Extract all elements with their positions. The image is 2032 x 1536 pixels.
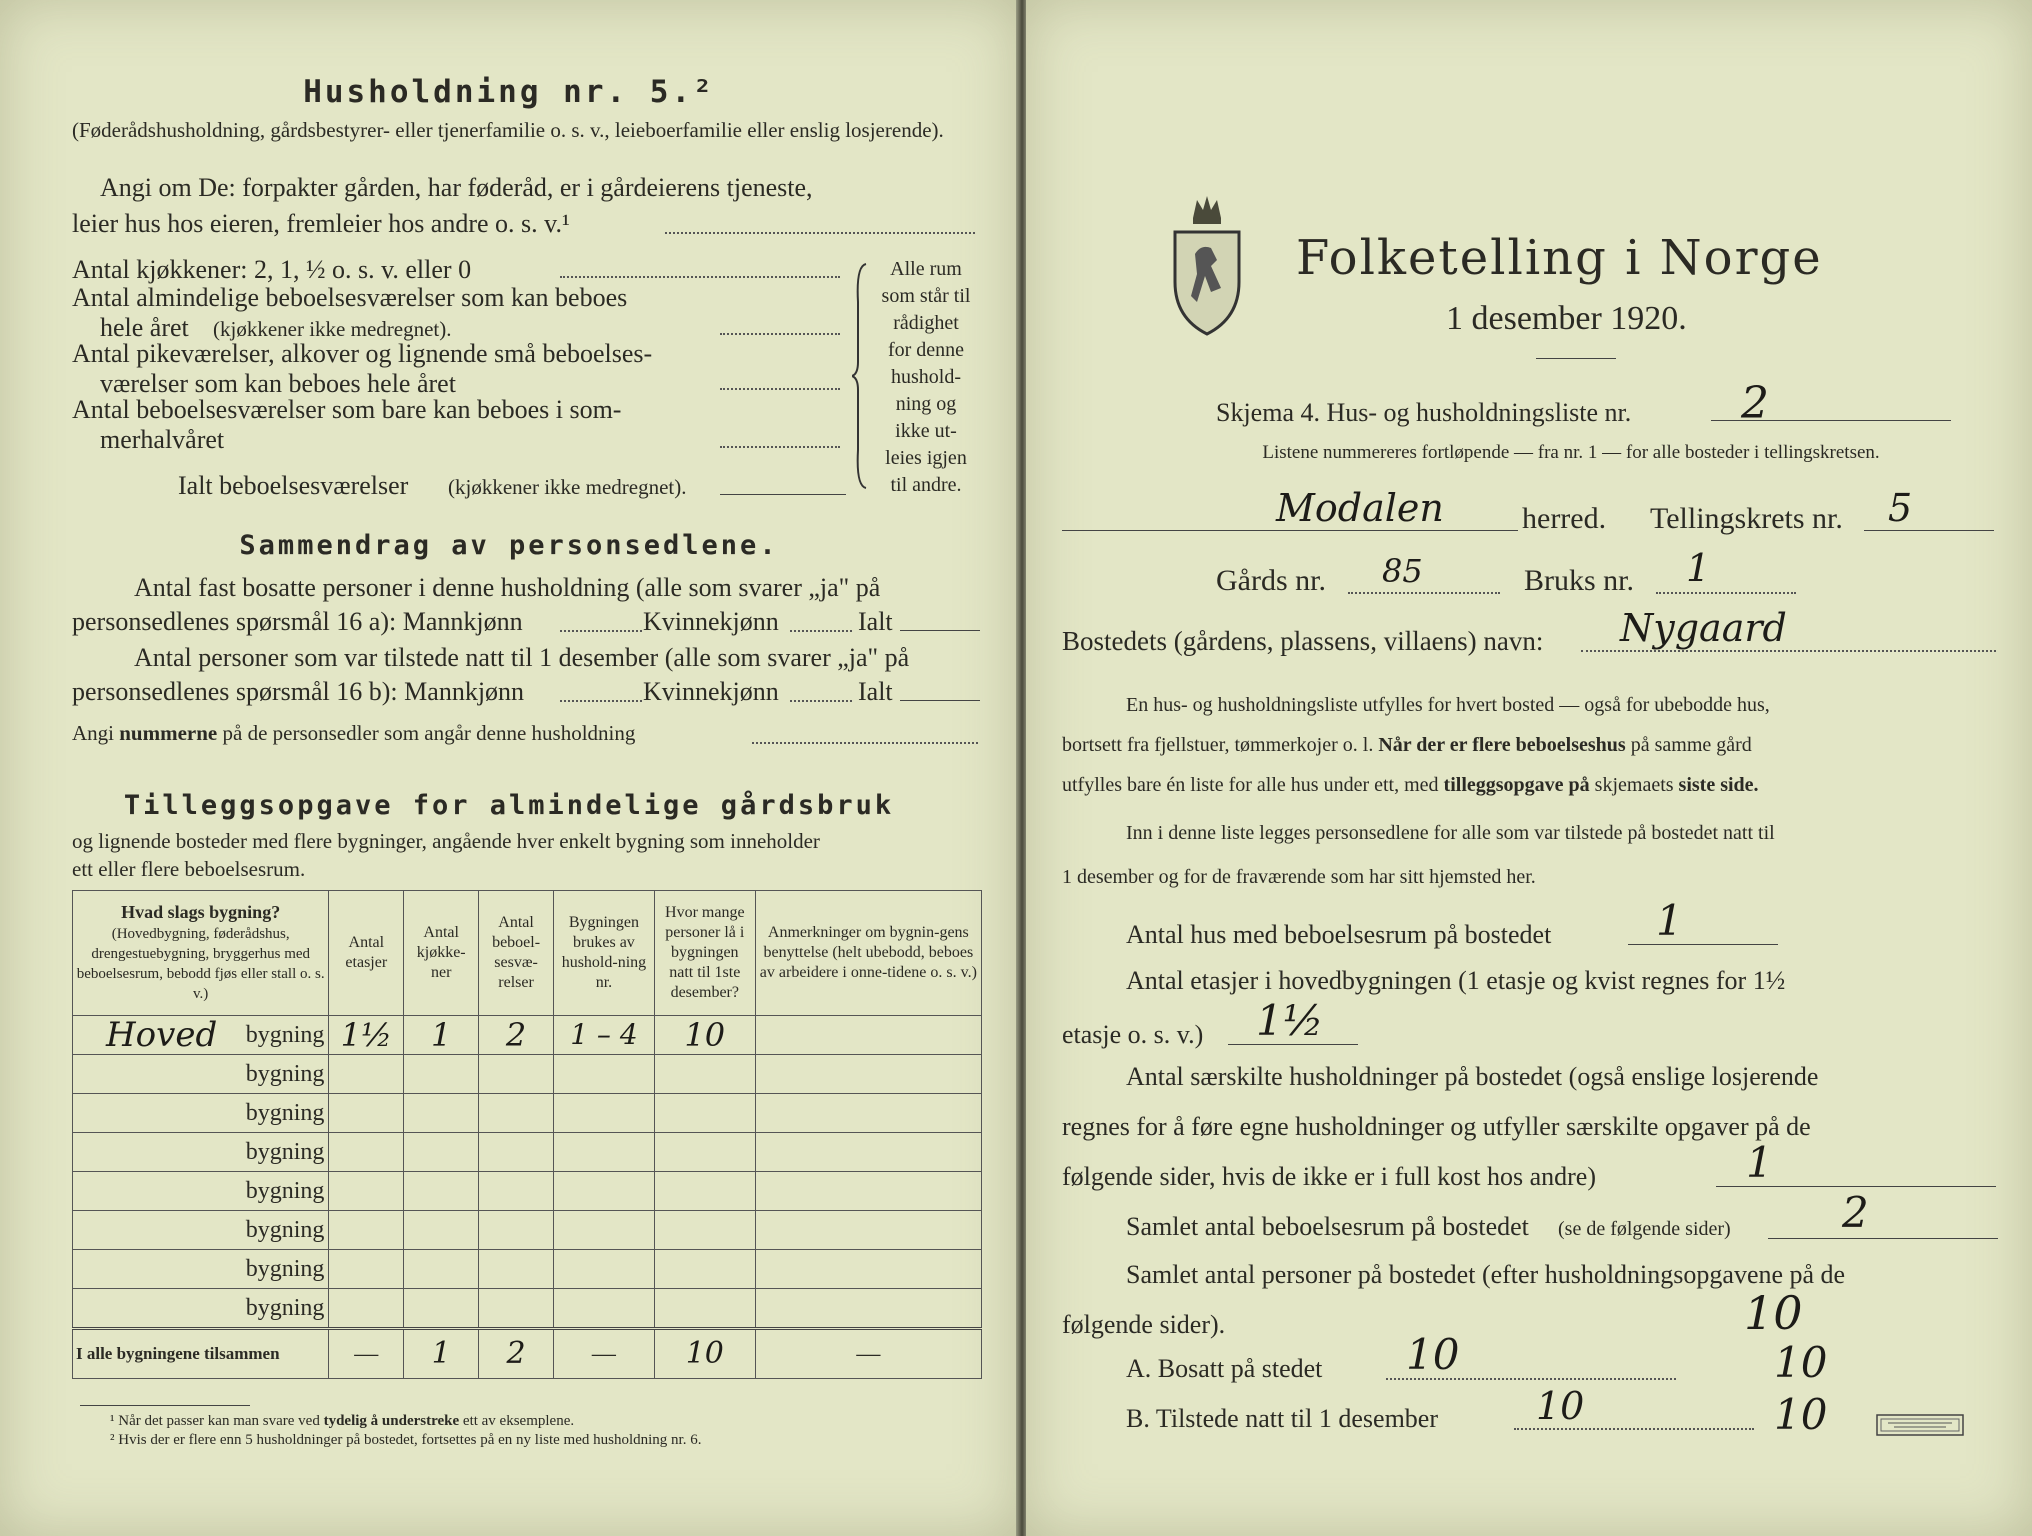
- q-rum-answer-line: [1768, 1238, 1998, 1239]
- bruks-label: Bruks nr.: [1524, 564, 1635, 597]
- angi-answer-line: [665, 232, 975, 234]
- total-label: I alle bygningene tilsammen: [73, 1329, 329, 1379]
- row-husholdning: [554, 1172, 655, 1211]
- right-page: [1026, 0, 2032, 1536]
- fast-line-2: personsedlenes spørsmål 16 a): Mannkjønn: [72, 607, 523, 636]
- brace-icon: [852, 262, 872, 490]
- footnote-rule: [80, 1405, 250, 1406]
- tilstede-line-2: personsedlenes spørsmål 16 b): Mannkjønn: [72, 677, 525, 706]
- row-bygning-label: bygning: [73, 1289, 329, 1329]
- tilstede-kvinne-label: Kvinnekjønn: [643, 677, 779, 706]
- bosted-label: Bostedets (gårdens, plassens, villaens) navn:: [1062, 626, 1544, 656]
- fast-mann-line: [560, 630, 642, 632]
- gards-label: Gårds nr.: [1216, 564, 1326, 597]
- tilstede-ialt-label: Ialt: [858, 677, 893, 706]
- tilstede-ialt-line: [900, 700, 980, 701]
- gards-answer-line: [1348, 592, 1500, 594]
- row-vaerelser: [479, 1172, 554, 1211]
- row-bygning-cell: [73, 1016, 329, 1055]
- row-anm: [755, 1289, 981, 1329]
- alminnelige-answer-line: [720, 333, 840, 335]
- b-answer-line: [1514, 1428, 1754, 1430]
- pike-label-1: Antal pikeværelser, alkover og lignende små beboelses-: [72, 339, 653, 368]
- fast-line-1: Antal fast bosatte personer i denne husholdning (alle som svarer „ja" på: [134, 573, 881, 602]
- printer-stamp-icon: [1876, 1414, 1964, 1436]
- table-row: [73, 1250, 982, 1289]
- row-kjokkener: [404, 1172, 479, 1211]
- row-personer: [654, 1094, 755, 1133]
- q-pers-total: 10: [1744, 1286, 1803, 1340]
- row-anm: [755, 1016, 981, 1055]
- a-label: A. Bosatt på stedet: [1126, 1354, 1323, 1383]
- pike-answer-line: [720, 388, 840, 390]
- brace-note-line: hushold-: [891, 366, 961, 388]
- herred-label: herred.: [1522, 502, 1607, 535]
- instruction-3: [1062, 770, 2012, 800]
- header-anmerkninger: Anmerkninger om bygnin-gens benyttelse (helt ubebodd, beboes av arbeidere i onne-tidene o. s. v.): [755, 891, 981, 1016]
- brace-note-line: ikke ut-: [895, 420, 957, 442]
- header-bygning: [73, 891, 329, 1016]
- instruction-1: En hus- og husholdningsliste utfylles for hvert bosted — også for ubebodde hus,: [1126, 694, 1770, 716]
- q-rum-label: Samlet antal beboelsesrum på bostedet: [1126, 1212, 1529, 1241]
- alminnelige-label-1: Antal almindelige beboelsesværelser som kan beboes: [72, 283, 628, 312]
- row-bygning-label: bygning: [73, 1133, 329, 1172]
- pike-label-2: værelser som kan beboes hele året: [100, 369, 456, 398]
- angi-line-2: leier hus hos eieren, fremleier hos andre o. s. v.¹: [72, 209, 570, 238]
- tillegg-title: Tilleggsopgave for almindelige gårdsbruk: [123, 790, 895, 821]
- row-husholdning: [554, 1289, 655, 1329]
- row-vaerelser: [479, 1289, 554, 1329]
- row-etasjer: [329, 1094, 404, 1133]
- header-personer: Hvor mange personer lå i bygningen natt til 1ste desember?: [654, 891, 755, 1016]
- q-etasjer-line-2: etasje o. s. v.): [1062, 1020, 1204, 1049]
- row-personer: [654, 1211, 755, 1250]
- ialt-label: Ialt beboelsesværelser: [178, 471, 409, 500]
- row-personer: [654, 1289, 755, 1329]
- b-value: 10: [1536, 1384, 1585, 1428]
- header-etasjer: Antal etasjer: [329, 891, 404, 1016]
- row-kjokkener: [404, 1250, 479, 1289]
- brace-note-line: for denne: [887, 339, 965, 361]
- table-row: [73, 1172, 982, 1211]
- instruction-2: [1062, 730, 2012, 760]
- table-row: [73, 1055, 982, 1094]
- row-husholdning: [554, 1133, 655, 1172]
- fast-ialt-line: [900, 630, 980, 631]
- nummerne-pre: Angi: [72, 721, 114, 745]
- row-kjokkener: [404, 1133, 479, 1172]
- bruks-value: 1: [1686, 546, 1711, 590]
- table-row: [73, 1016, 982, 1055]
- total-vaerelser: 2: [479, 1329, 554, 1379]
- q-rum-note: (se de følgende sider): [1558, 1218, 1731, 1240]
- q-hush-line-2: regnes for å føre egne husholdninger og utfyller særskilte opgaver på de: [1062, 1112, 1811, 1141]
- brace-note-line: til andre.: [890, 474, 962, 496]
- alminnelige-note: (kjøkkener ikke medregnet).: [213, 317, 452, 341]
- row-bygning-label: bygning: [73, 1211, 329, 1250]
- q-hus-value: 1: [1656, 896, 1683, 945]
- row-personer: [654, 1250, 755, 1289]
- fast-kvinne-line: [790, 630, 852, 632]
- census-title: Folketelling i Norge: [1296, 230, 1823, 286]
- row-anm: [755, 1133, 981, 1172]
- tilstede-line-1: Antal personer som var tilstede natt til 1 desember (alle som svarer „ja" på: [134, 643, 910, 672]
- row-kjokkener: [404, 1211, 479, 1250]
- q-etasjer-line-1: Antal etasjer i hovedbygningen (1 etasje og kvist regnes for 1½: [1126, 966, 1786, 995]
- row-etasjer: [329, 1172, 404, 1211]
- row-personer: [654, 1172, 755, 1211]
- row-bygning-label: bygning: [73, 1172, 329, 1211]
- row-kjokkener: [404, 1055, 479, 1094]
- row-vaerelser: [479, 1055, 554, 1094]
- row-personer: [654, 1133, 755, 1172]
- nummerne-bold: nummerne: [119, 721, 218, 745]
- nummerne-line: [72, 718, 772, 748]
- b-value-right: 10: [1774, 1390, 1828, 1439]
- q-hush-line-3: følgende sider, hvis de ikke er i full kost hos andre): [1062, 1162, 1596, 1191]
- buildings-table: [72, 890, 982, 1379]
- q-hus-label: Antal hus med beboelsesrum på bostedet: [1126, 920, 1552, 949]
- table-row: [73, 1211, 982, 1250]
- alminnelige-label-2: hele året: [100, 313, 189, 342]
- sommer-label-2: merhalvåret: [100, 425, 225, 454]
- sammendrag-title: Sammendrag av personsedlene.: [239, 530, 779, 561]
- row-anm: [755, 1172, 981, 1211]
- table-row: [73, 1094, 982, 1133]
- nummerne-answer-line: [752, 742, 978, 744]
- q-pers-line-1: Samlet antal personer på bostedet (efter husholdningsopgavene på de: [1126, 1260, 1846, 1289]
- coat-of-arms-icon: [1171, 192, 1243, 338]
- footnote-1-post: ett av eksemplene.: [462, 1413, 575, 1429]
- brace-note-line: rådighet: [893, 312, 959, 334]
- tellingskrets-answer-line: [1864, 530, 1994, 531]
- ialt-answer-line: [720, 494, 846, 495]
- footnote-1-bold: tydelig å understreke: [323, 1413, 460, 1429]
- row-etasjer: [329, 1250, 404, 1289]
- row-type: Hoved: [106, 1015, 218, 1055]
- brace-note-line: som står til: [881, 285, 971, 307]
- instruction-3-bold: tilleggsopgave på: [1443, 774, 1590, 796]
- footnote-1-pre: ¹ Når det passer kan man svare ved: [110, 1413, 320, 1429]
- header-bygning-note: (Hovedbygning, føderådshus, drengestuebygning, bryggerhus med beboelsesrum, bebodd fjøs eller stall o. s. v.): [76, 926, 325, 1002]
- household-title: Husholdning nr. 5.²: [303, 74, 715, 110]
- bruks-answer-line: [1656, 592, 1796, 594]
- row-personer: [654, 1055, 755, 1094]
- row-vaerelser: [479, 1250, 554, 1289]
- tellingskrets-value: 5: [1888, 486, 1913, 530]
- instruction-5: 1 desember og for de fraværende som har sitt hjemsted her.: [1062, 866, 1536, 888]
- row-vaerelser: [479, 1211, 554, 1250]
- kjokkener-answer-line: [560, 276, 840, 278]
- total-kjokkener: 1: [404, 1329, 479, 1379]
- brace-note: [872, 256, 980, 499]
- census-date: 1 desember 1920.: [1446, 300, 1687, 337]
- q-rum-value: 2: [1842, 1188, 1869, 1237]
- row-vaerelser: 2: [479, 1016, 554, 1055]
- table-total-row: [73, 1329, 982, 1379]
- angi-line-1: Angi om De: forpakter gården, har føderåd, er i gårdeierens tjeneste,: [100, 173, 813, 202]
- row-vaerelser: [479, 1133, 554, 1172]
- row-etasjer: [329, 1211, 404, 1250]
- tellingskrets-label: Tellingskrets nr.: [1650, 502, 1843, 535]
- header-husholdning: Bygningen brukes av hushold-ning nr.: [554, 891, 655, 1016]
- row-vaerelser: [479, 1094, 554, 1133]
- row-husholdning: [554, 1250, 655, 1289]
- gards-value: 85: [1382, 552, 1423, 590]
- kjokkener-label: Antal kjøkkener: 2, 1, ½ o. s. v. eller 0: [72, 255, 472, 284]
- footnote-1: [110, 1412, 990, 1431]
- instruction-3-bold2: siste side.: [1678, 774, 1759, 796]
- skjema-label: Skjema 4. Hus- og husholdningsliste nr.: [1216, 398, 1632, 427]
- instruction-3-mid: skjemaets: [1594, 774, 1674, 796]
- a-value: 10: [1406, 1330, 1460, 1379]
- q-etasjer-value: 1½: [1256, 996, 1324, 1045]
- table-row: [73, 1289, 982, 1329]
- row-husholdning: [554, 1211, 655, 1250]
- tilstede-mann-line: [560, 700, 642, 702]
- row-bygning-label: bygning: [245, 1022, 325, 1048]
- row-etasjer: [329, 1133, 404, 1172]
- row-anm: [755, 1250, 981, 1289]
- row-husholdning: [554, 1094, 655, 1133]
- total-etasjer: —: [329, 1329, 404, 1379]
- bosted-value: Nygaard: [1620, 606, 1787, 650]
- total-husholdning: —: [554, 1329, 655, 1379]
- table-header-row: [73, 891, 982, 1016]
- total-personer: 10: [654, 1329, 755, 1379]
- bosted-answer-line: [1581, 650, 1996, 652]
- row-kjokkener: [404, 1094, 479, 1133]
- header-vaerelser: Antal beboel-sesvæ-relser: [479, 891, 554, 1016]
- fast-kvinne-label: Kvinnekjønn: [643, 607, 779, 636]
- brace-note-line: ning og: [895, 393, 957, 415]
- herred-answer-line: [1062, 530, 1518, 531]
- footnote-2: ² Hvis der er flere enn 5 husholdninger på bostedet, fortsettes på en ny liste med husholdning nr. 6.: [110, 1432, 702, 1448]
- nummerne-post: på de personsedler som angår denne husholdning: [222, 721, 636, 745]
- row-kjokkener: 1: [404, 1016, 479, 1055]
- instruction-4: Inn i denne liste legges personsedlene for alle som var tilstede på bostedet natt til: [1126, 822, 1775, 844]
- instruction-2-post: på samme gård: [1630, 734, 1752, 756]
- sommer-answer-line: [720, 446, 840, 448]
- row-anm: [755, 1055, 981, 1094]
- row-anm: [755, 1211, 981, 1250]
- b-label: B. Tilstede natt til 1 desember: [1126, 1404, 1438, 1433]
- row-anm: [755, 1094, 981, 1133]
- q-pers-line-2: følgende sider).: [1062, 1310, 1226, 1339]
- header-kjokkener: Antal kjøkke-ner: [404, 891, 479, 1016]
- q-hush-value: 1: [1746, 1138, 1773, 1187]
- tillegg-text-1: og lignende bosteder med flere bygninger, angående hver enkelt bygning som inneholder: [72, 829, 820, 853]
- row-husholdning: [554, 1055, 655, 1094]
- row-personer: 10: [654, 1016, 755, 1055]
- header-bygning-bold: Hvad slags bygning?: [121, 902, 281, 922]
- listene-note: Listene nummereres fortløpende — fra nr. 1 — for alle bosteder i tellingskretsen.: [1262, 442, 1880, 463]
- row-etasjer: [329, 1055, 404, 1094]
- q-hush-line-1: Antal særskilte husholdninger på bostedet (også enslige losjerende: [1126, 1062, 1819, 1091]
- instruction-3-pre: utfylles bare én liste for alle hus under ett, med: [1062, 774, 1439, 796]
- brace-note-line: leies igjen: [885, 447, 967, 469]
- tilstede-kvinne-line: [790, 700, 852, 702]
- household-subtitle: (Føderådshusholdning, gårdsbestyrer- eller tjenerfamilie o. s. v., leieboerfamilie eller enslig losjerende).: [72, 118, 944, 142]
- row-bygning-label: bygning: [73, 1094, 329, 1133]
- row-etasjer: [329, 1289, 404, 1329]
- instruction-2-pre: bortsett fra fjellstuer, tømmerkojer o. l.: [1062, 734, 1374, 756]
- total-anm: —: [755, 1329, 981, 1379]
- herred-value: Modalen: [1276, 486, 1444, 530]
- title-rule: [1536, 358, 1616, 359]
- brace-note-line: Alle rum: [890, 258, 962, 280]
- q-hus-answer-line: [1628, 944, 1778, 945]
- instruction-2-bold: Når der er flere beboelseshus: [1378, 734, 1626, 756]
- sommer-label-1: Antal beboelsesværelser som bare kan beboes i som-: [72, 395, 622, 424]
- row-bygning-label: bygning: [73, 1055, 329, 1094]
- row-husholdning: 1 – 4: [554, 1016, 655, 1055]
- ialt-note: (kjøkkener ikke medregnet).: [448, 475, 687, 499]
- fast-ialt-label: Ialt: [858, 607, 893, 636]
- a-value-right: 10: [1774, 1338, 1828, 1387]
- tillegg-text-2: ett eller flere beboelsesrum.: [72, 857, 306, 881]
- skjema-value: 2: [1741, 378, 1769, 429]
- row-etasjer: 1½: [329, 1016, 404, 1055]
- row-bygning-label: bygning: [73, 1250, 329, 1289]
- row-kjokkener: [404, 1289, 479, 1329]
- table-row: [73, 1133, 982, 1172]
